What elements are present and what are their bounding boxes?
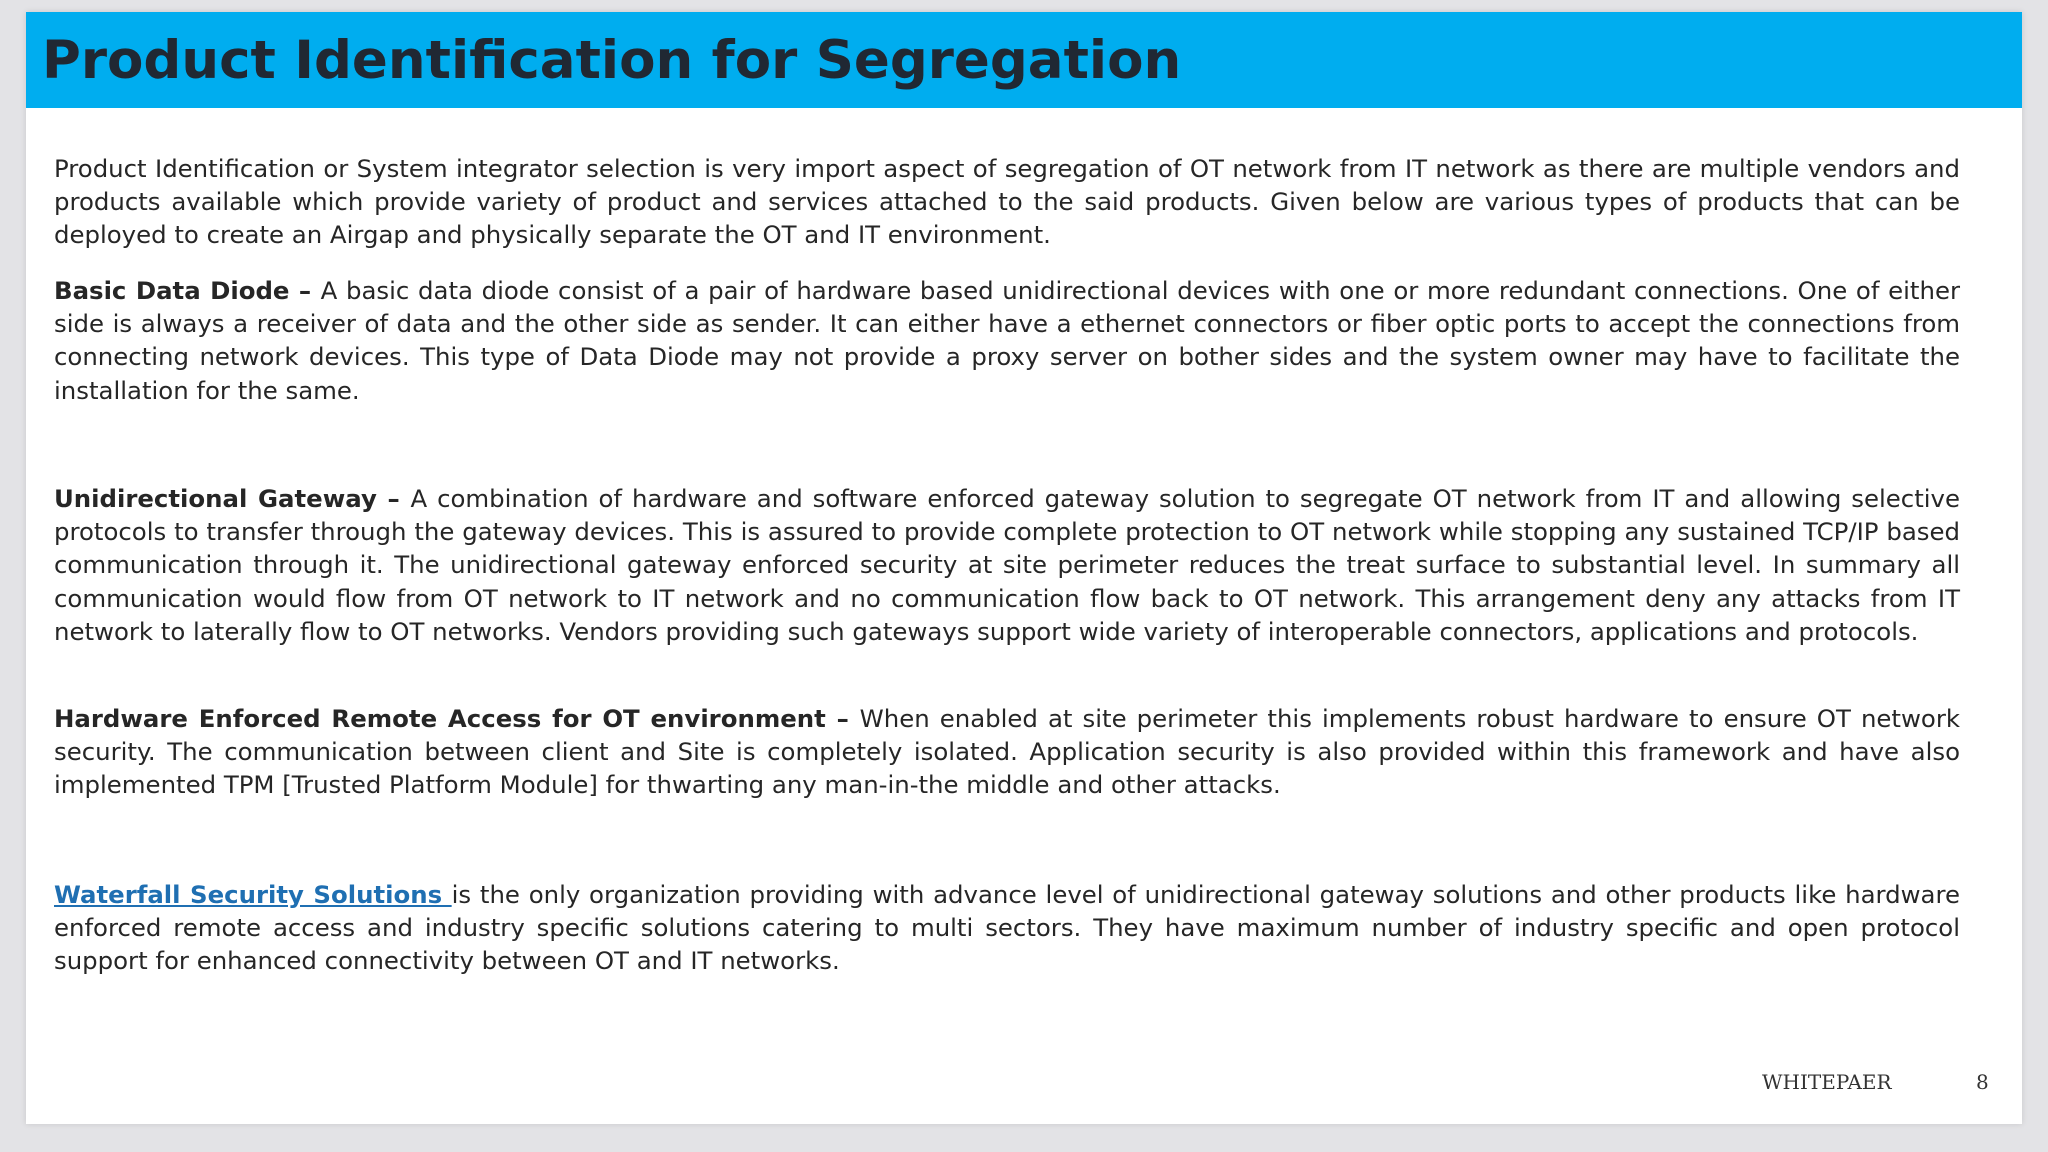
basic-data-diode-text: A basic data diode consist of a pair of hardware based unidirectional devices with one or more redundant connections. One of either side is always a receiver of data and the other side as sender. It can either have a ethernet connectors or fiber optic ports to accept the connections from connecting network devices. This type of Data Diode may not provide a proxy server on bother sides and the system owner may have to facilitate the installation for the same. <box>54 276 1960 405</box>
unidirectional-gateway-heading: Unidirectional Gateway – <box>54 484 411 513</box>
waterfall-security-link[interactable]: Waterfall Security Solutions <box>54 880 452 909</box>
title-bar <box>26 12 2022 108</box>
intro-text: Product Identification or System integrator selection is very import aspect of segregation of OT network from IT network as there are multiple vendors and products available which provide variety of product and services attached to the said products. Given below are various types of products that can be deployed to create an Airgap and physically separate the OT and IT environment. <box>54 154 1960 250</box>
hardware-remote-access-paragraph <box>54 702 1960 802</box>
footer-label: WHITEPAER <box>1762 1070 1892 1094</box>
waterfall-text: is the only organization providing with advance level of unidirectional gateway solutions and other products like hardware enforced remote access and industry specific solutions catering to multi sectors. They have maximum number of industry specific and open protocol support for enhanced connectivity between OT and IT networks. <box>54 880 1960 976</box>
basic-data-diode-paragraph <box>54 274 1960 407</box>
slide-page <box>26 12 2022 1124</box>
unidirectional-gateway-paragraph <box>54 482 1960 648</box>
unidirectional-gateway-text: A combination of hardware and software enforced gateway solution to segregate OT network from IT and allowing selective protocols to transfer through the gateway devices. This is assured to provide complete protection to OT network while stopping any sustained TCP/IP based communication through it. The unidirectional gateway enforced security at site perimeter reduces the treat surface to substantial level. In summary all communication would flow from OT network to IT network and no communication flow back to OT network. This arrangement deny any attacks from IT network to laterally flow to OT networks. Vendors providing such gateways support wide variety of interoperable connectors, applications and protocols. <box>54 484 1960 646</box>
waterfall-paragraph <box>54 878 1960 978</box>
page-title: Product Identification for Segregation <box>42 30 1182 91</box>
hardware-remote-access-text: When enabled at site perimeter this implements robust hardware to ensure OT network security. The communication between client and Site is completely isolated. Application security is also provided within this framework and have also implemented TPM [Trusted Platform Module] for thwarting any man-in-the middle and other attacks. <box>54 704 1960 800</box>
page-number: 8 <box>1976 1070 1989 1094</box>
hardware-remote-access-heading: Hardware Enforced Remote Access for OT environment – <box>54 704 860 733</box>
intro-paragraph <box>54 152 1960 252</box>
basic-data-diode-heading: Basic Data Diode – <box>54 276 321 305</box>
